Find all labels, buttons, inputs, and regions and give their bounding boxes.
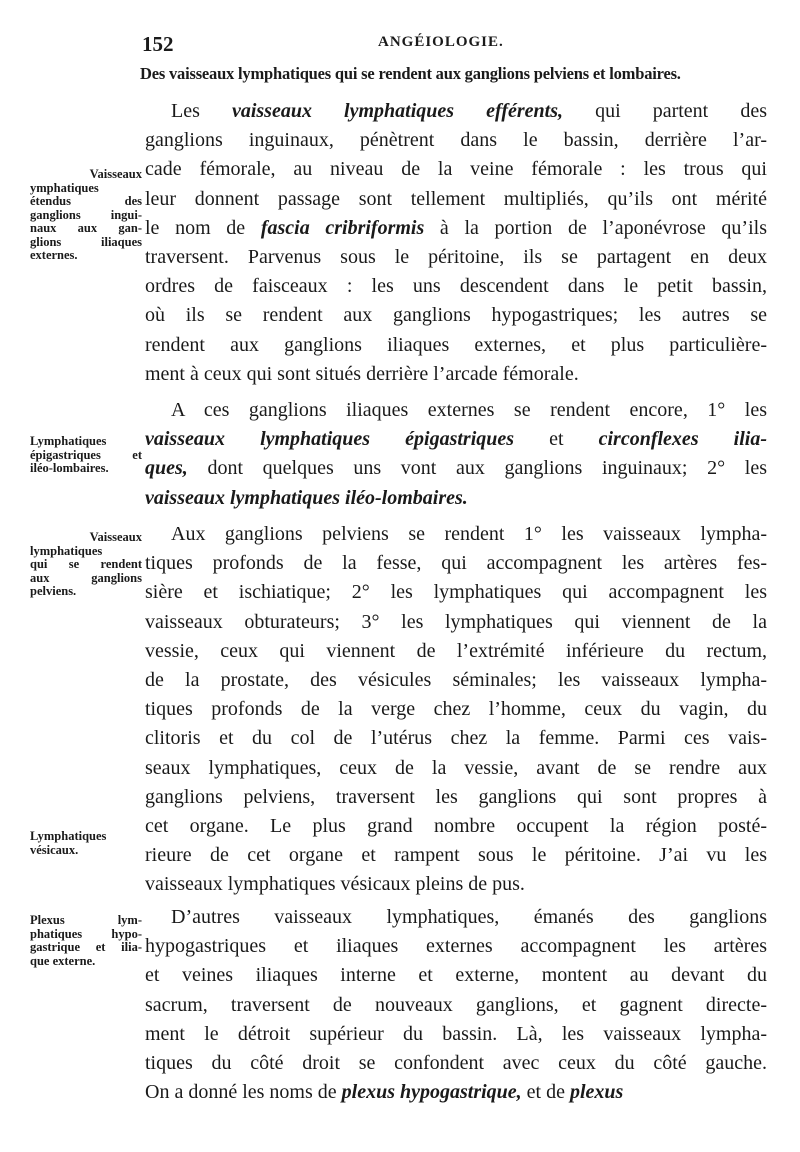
text-segment: vaisseaux obturateurs; 3° les lymphatiques qui viennent de la [145, 610, 767, 633]
text-line [145, 331, 767, 360]
text-line [145, 185, 767, 214]
text-segment: ordres de faisceaux : les uns descendent dans le petit bassin, [145, 275, 767, 298]
text-segment: rendent aux ganglions iliaques externes, et plus particulière- [145, 333, 767, 356]
text-line [145, 396, 767, 425]
text-line [145, 243, 767, 272]
page-header [0, 30, 800, 58]
italic-text: fascia cribriformis [260, 216, 425, 239]
text-line [145, 97, 767, 126]
margin-note-plexus-lymphatiques [30, 914, 142, 968]
text-segment: dont quelques uns vont aux ganglions inguinaux; 2° les [187, 457, 767, 480]
text-line [145, 425, 767, 454]
paragraph [145, 97, 767, 389]
margin-note-line: que externe. [30, 953, 96, 968]
italic-text: circonflexes ilia- [598, 428, 767, 451]
text-line [145, 1020, 767, 1049]
text-line [145, 961, 767, 990]
text-segment: à la portion de l’aponévrose qu’ils [424, 216, 767, 239]
text-line [145, 903, 767, 932]
margin-note-lymphatiques-vesicaux [30, 830, 142, 857]
paragraph [145, 396, 767, 513]
margin-note-line: pelviens. [30, 584, 77, 598]
text-segment: et [514, 428, 599, 451]
margin-note-line: iléo-lombaires. [30, 461, 109, 475]
text-segment: tiques profonds de la verge chez l’homme, ceux du vagin, du [145, 698, 767, 721]
text-line [145, 666, 767, 695]
text-line [145, 360, 767, 389]
text-segment: Aux ganglions pelviens se rendent 1° les vaisseaux lympha- [171, 523, 767, 545]
margin-note-line: Vaisseaux [89, 167, 142, 181]
margin-note-line: vésicaux. [30, 842, 79, 857]
text-line [145, 1078, 767, 1107]
text-line [145, 637, 767, 666]
text-segment: A ces ganglions iliaques externes se rendent encore, 1° les [171, 399, 767, 421]
text-segment: où ils se rendent aux ganglions hypogastriques; les autres se [145, 304, 767, 327]
text-segment: qui partent des [562, 100, 767, 122]
text-segment: le nom de [145, 216, 261, 239]
text-segment: cade fémorale, au niveau de la veine fémorale : les trous qui [145, 158, 767, 181]
margin-note-line: Lymphatiques [30, 434, 107, 448]
text-line [145, 214, 767, 243]
text-segment: D’autres vaisseaux lymphatiques, émanés des ganglions [171, 906, 767, 928]
text-line [145, 454, 767, 483]
text-line [145, 155, 767, 184]
text-segment: tiques profonds de la fesse, qui accompagnent les artères fes- [145, 552, 767, 575]
text-line [145, 991, 767, 1020]
margin-note-line: épigastriques et [30, 447, 142, 462]
margin-note-line: Vaisseaux [89, 530, 142, 544]
text-segment: vessie, ceux qui viennent de l’extrémité inférieure du rectum, [145, 639, 767, 662]
margin-note-line: aux ganglions [30, 570, 142, 585]
italic-text: ques, [145, 457, 188, 480]
text-line [145, 932, 767, 961]
italic-text: vaisseaux lymphatiques épigastriques [145, 428, 515, 451]
text-segment: sière et ischiatique; 2° les lymphatiques qui accompagnent les [145, 581, 767, 604]
margin-note-line: étendus des [30, 194, 142, 208]
margin-note-line: ganglions ingui- [30, 207, 142, 222]
text-line [145, 1049, 767, 1078]
text-line [145, 484, 767, 513]
margin-note-line: lymphatiques [30, 543, 103, 558]
italic-text: vaisseaux lymphatiques efférents, [231, 100, 563, 122]
page-number: 152 [142, 32, 174, 56]
text-line [145, 754, 767, 783]
italic-text: vaisseaux lymphatiques iléo-lombaires. [145, 486, 468, 509]
margin-note-line: gastrique et ilia- [30, 940, 142, 954]
text-segment: ganglions inguinaux, pénètrent dans le bassin, derrière l’ar- [145, 129, 767, 152]
text-line [145, 608, 767, 637]
margin-note-line: Plexus lym- [30, 913, 142, 927]
text-line [145, 301, 767, 330]
text-segment: rieure de cet organe et rampent sous le péritoine. J’ai vu les [145, 844, 767, 867]
margin-note-line: externes. [30, 248, 78, 262]
text-segment: tiques du côté droit se confondent avec ceux du côté gauche. [145, 1051, 767, 1074]
text-segment: On a donné les noms de [145, 1081, 342, 1104]
text-line [145, 578, 767, 607]
text-segment: cet organe. Le plus grand nombre occupent la région posté- [145, 814, 767, 837]
text-segment: et de [521, 1081, 570, 1104]
text-line [145, 272, 767, 301]
section-heading: Des vaisseaux lymphatiques qui se rendent aux ganglions pelviens et lombaires. [140, 64, 681, 83]
text-line [145, 126, 767, 155]
text-line [145, 870, 767, 899]
margin-note-line: ymphatiques [30, 180, 99, 195]
text-segment: de la prostate, des vésicules séminales; les vaisseaux lympha- [145, 668, 767, 691]
text-line [145, 812, 767, 841]
text-line [145, 724, 767, 753]
text-segment: hypogastriques et iliaques externes accompagnent les artères [145, 935, 767, 958]
italic-text: plexus [569, 1081, 624, 1104]
margin-note-line: qui se rendent [30, 557, 142, 571]
text-segment: Les [171, 100, 232, 122]
margin-note-vaisseaux-lymphatiques-etendus [30, 168, 142, 263]
text-segment: clitoris et du col de l’utérus chez la femme. Parmi ces vais- [145, 727, 767, 750]
text-segment: ment à ceux qui sont situés derrière l’arcade fémorale. [145, 362, 579, 385]
text-segment: ganglions pelviens, traversent les ganglions qui sont propres à [145, 785, 767, 808]
text-line [145, 549, 767, 578]
text-line [145, 695, 767, 724]
text-segment: leur donnent passage sont tellement multipliés, qu’ils ont mérité [145, 187, 767, 210]
running-head: ANGÉIOLOGIE. [378, 34, 504, 50]
text-segment: vaisseaux lymphatiques vésicaux pleins de pus. [145, 873, 525, 896]
text-line [145, 520, 767, 549]
text-segment: traversent. Parvenus sous le péritoine, ils se partagent en deux [145, 245, 767, 268]
italic-text: plexus hypogastrique, [341, 1081, 522, 1104]
text-line [145, 841, 767, 870]
text-segment: ment le détroit supérieur du bassin. Là, les vaisseaux lympha- [145, 1022, 767, 1045]
text-segment: et veines iliaques interne et externe, montent au devant du [145, 964, 767, 987]
margin-note-lymphatiques-epigastriques [30, 435, 142, 476]
margin-note-line: glions iliaques [30, 234, 142, 249]
paragraph [145, 520, 767, 899]
text-segment: seaux lymphatiques, ceux de la vessie, avant de se rendre aux [145, 756, 767, 779]
margin-note-line: phatiques hypo- [30, 926, 142, 941]
text-line [145, 783, 767, 812]
text-segment: sacrum, traversent de nouveaux ganglions, et gagnent directe- [145, 993, 767, 1016]
margin-note-line: naux aux gan- [30, 221, 142, 235]
paragraph [145, 903, 767, 1107]
margin-note-vaisseaux-pelviens [30, 531, 142, 599]
margin-note-line: Lymphatiques [30, 829, 107, 843]
